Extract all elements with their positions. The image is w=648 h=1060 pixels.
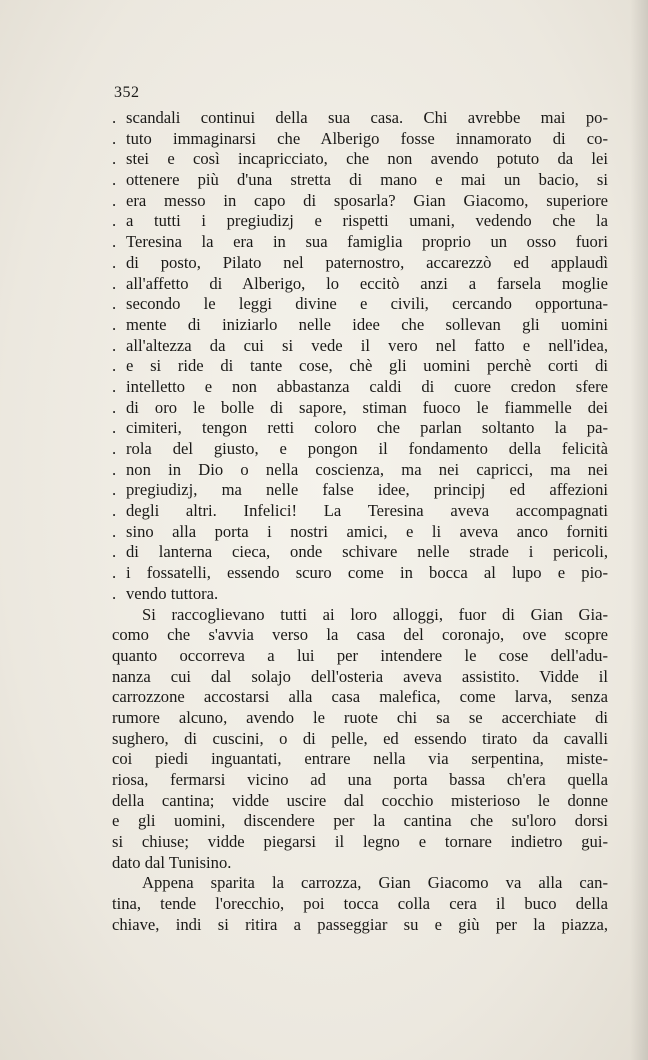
line-text: di oro le bolle di sapore, stiman fuoco le fiammelle dei [126, 397, 608, 417]
line-text: i fossatelli, essendo scuro come in bocca al lupo e pio- [126, 563, 608, 583]
text-line [112, 749, 608, 770]
line-text: rola del giusto, e pongon il fondamento della felicità [126, 439, 608, 458]
line-text: all'affetto di Alberigo, lo eccitò anzi a farsela moglie [126, 273, 608, 293]
line-text: della cantina; vidde uscire dal cocchio misterioso le donne [112, 790, 608, 810]
text-line [112, 149, 608, 170]
line-marker: . [112, 170, 117, 190]
line-marker: . [112, 252, 117, 272]
line-marker: . [112, 108, 117, 127]
line-text: sino alla porta i nostri amici, e li aveva anco forniti [126, 521, 608, 541]
text-line [112, 439, 608, 460]
line-text: tina, tende l'orecchio, poi tocca colla cera il buco della [112, 894, 608, 914]
line-marker: . [112, 149, 117, 169]
line-marker: . [112, 418, 117, 438]
page-number: 352 [114, 84, 140, 101]
line-text: e gli uomini, discendere per la cantina che su'loro dorsi [112, 811, 608, 831]
line-marker: . [112, 211, 117, 231]
line-text: a tutti i pregiudizj e rispetti umani, vedendo che la [126, 211, 608, 231]
line-marker: . [112, 190, 117, 210]
page-edge-shadow [630, 0, 648, 1060]
line-text: di posto, Pilato nel paternostro, accarezzò ed applaudì [126, 252, 608, 272]
text-line [112, 708, 608, 729]
line-text: scandali continui della sua casa. Chi avrebbe mai po- [126, 108, 608, 127]
line-marker: . [112, 128, 117, 148]
text-line [112, 211, 608, 232]
line-marker: . [112, 583, 117, 603]
line-marker: . [112, 294, 117, 314]
line-marker: . [112, 273, 117, 293]
line-marker: . [112, 439, 117, 458]
line-text: intelletto e non abbastanza caldi di cuore credon sfere [126, 376, 608, 396]
line-text: tuto immaginarsi che Alberigo fosse innamorato di co- [126, 128, 608, 148]
line-marker: . [112, 542, 117, 562]
line-text: nanza cui dal solajo dell'osteria aveva assistito. Vidde il [112, 666, 608, 686]
text-line [112, 398, 608, 419]
text-line [112, 605, 608, 626]
text-line [112, 542, 608, 563]
text-line [112, 170, 608, 191]
text-line [112, 853, 608, 874]
line-marker: . [112, 314, 117, 334]
line-text: all'altezza da cui si vede il vero nel fatto e nell'idea, [126, 335, 608, 355]
line-text: non in Dio o nella coscienza, ma nei capricci, ma nei [126, 459, 608, 479]
line-marker: . [112, 521, 117, 541]
text-line [112, 336, 608, 357]
text-line [112, 791, 608, 812]
line-text: si chiuse; vidde piegarsi il legno e tornare indietro gui- [112, 832, 608, 852]
text-line [112, 915, 608, 936]
line-marker: . [112, 356, 117, 376]
text-line [112, 625, 608, 646]
text-line [112, 356, 608, 377]
line-marker: . [112, 501, 117, 521]
text-line [112, 873, 608, 894]
line-text: chiave, indi si ritira a passeggiar su e giù per la piazza, [112, 914, 608, 934]
line-text: Si raccoglievano tutti ai loro alloggi, fuor di Gian Gia- [142, 604, 608, 624]
line-marker: . [112, 376, 117, 396]
line-text: coi piedi inguantati, entrare nella via serpentina, miste- [112, 749, 608, 769]
text-line [112, 522, 608, 543]
text-line [112, 667, 608, 688]
text-line [112, 894, 608, 915]
text-line [112, 687, 608, 708]
line-marker: . [112, 335, 117, 355]
line-text: secondo le leggi divine e civili, cercando opportuna- [126, 294, 608, 314]
line-text: Appena sparita la carrozza, Gian Giacomo va alla can- [142, 873, 608, 893]
text-line [112, 315, 608, 336]
body-text [112, 108, 608, 936]
text-line [112, 832, 608, 853]
text-line [112, 501, 608, 522]
line-text: era messo in capo di sposarla? Gian Giacomo, superiore [126, 190, 608, 210]
line-marker: . [112, 480, 117, 500]
line-marker: . [112, 232, 117, 252]
line-marker: . [112, 459, 117, 479]
text-line [112, 811, 608, 832]
text-line [112, 418, 608, 439]
line-text: vendo tuttora. [126, 583, 219, 603]
text-line [112, 191, 608, 212]
text-line [112, 108, 608, 129]
text-line [112, 294, 608, 315]
line-text: stei e così incapricciato, che non avendo potuto da lei [126, 149, 608, 169]
text-line [112, 129, 608, 150]
line-text: como che s'avvia verso la casa del coronajo, ove scopre [112, 625, 608, 645]
line-text: mente di iniziarlo nelle idee che sollevan gli uomini [126, 314, 608, 334]
line-text: sughero, di cuscini, o di pelle, ed essendo tirato da cavalli [112, 728, 608, 748]
line-text: e si ride di tante cose, chè gli uomini perchè corti di [126, 356, 608, 376]
line-marker: . [112, 563, 117, 583]
text-line [112, 274, 608, 295]
line-text: Teresina la era in sua famiglia proprio un osso fuori [126, 232, 608, 252]
text-line [112, 770, 608, 791]
line-text: ottenere più d'una stretta di mano e mai un bacio, si [126, 170, 608, 190]
line-text: quanto occorreva a lui per intendere le cose dell'adu- [112, 645, 608, 665]
line-marker: . [112, 397, 117, 417]
text-line [112, 584, 608, 605]
line-text: dato dal Tunisino. [112, 852, 232, 872]
text-line [112, 563, 608, 584]
text-line [112, 729, 608, 750]
text-line [112, 480, 608, 501]
text-line [112, 377, 608, 398]
text-line [112, 232, 608, 253]
text-line [112, 646, 608, 667]
line-text: di lanterna cieca, onde schivare nelle strade i pericoli, [126, 542, 608, 562]
line-text: degli altri. Infelici! La Teresina aveva accompagnati [126, 501, 608, 521]
line-text: riosa, fermarsi vicino ad una porta bassa ch'era quella [112, 770, 608, 789]
text-line [112, 460, 608, 481]
text-line [112, 253, 608, 274]
line-text: pregiudizj, ma nelle false idee, principj ed affezioni [126, 480, 608, 500]
line-text: carrozzone accostarsi alla casa malefica, come larva, senza [112, 687, 608, 707]
line-text: rumore alcuno, avendo le ruote chi sa se accerchiate di [112, 707, 608, 727]
line-text: cimiteri, tengon retti coloro che parlan soltanto la pa- [126, 418, 608, 438]
